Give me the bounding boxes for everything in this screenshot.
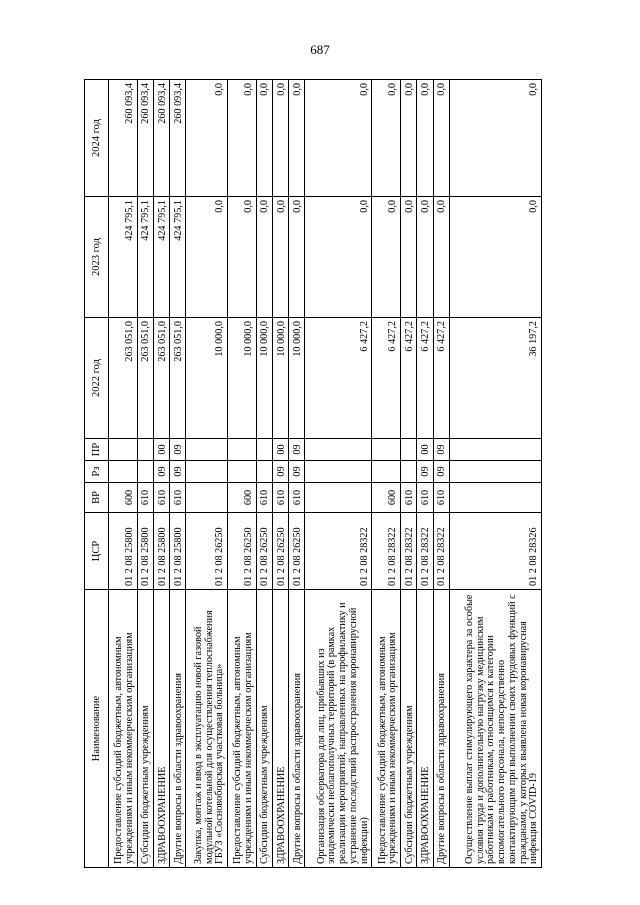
cell-2023: 0,0	[227, 197, 256, 318]
cell-2023: 424 795,1	[109, 197, 138, 318]
cell-2023: 0,0	[449, 197, 541, 318]
cell-2022: 6 427,2	[305, 318, 372, 439]
cell-2022: 10 000,0	[289, 318, 305, 439]
cell-pr	[305, 439, 372, 461]
table-row	[433, 80, 449, 868]
cell-2023: 0,0	[433, 197, 449, 318]
cell-name: Субсидии бюджетным учреждениям	[401, 590, 417, 868]
cell-2024: 0,0	[305, 80, 372, 197]
cell-name: Закупка, монтаж и ввод в эксплуатацию новой газовой модульной котельной для осуществления теплоснабжения ГБУЗ «Сосновоборская участковая больница»	[186, 590, 228, 868]
cell-vr: 600	[227, 483, 256, 513]
table-body	[109, 80, 542, 868]
header-2023: 2023 год	[85, 197, 109, 318]
cell-rz	[401, 461, 417, 483]
cell-2024: 0,0	[289, 80, 305, 197]
cell-csr: 01 2 08 26250	[256, 513, 272, 590]
cell-vr	[186, 483, 228, 513]
cell-2024: 0,0	[401, 80, 417, 197]
cell-2024: 0,0	[256, 80, 272, 197]
cell-name: Другие вопросы в области здравоохранения	[170, 590, 186, 868]
cell-name: Осуществление выплат стимулирующего характера за особые условия труда и дополнительную нагрузку медицинским работникам и работникам, относящимся к категории вспомогательного персонала, непосредственно контактирующим при выполнении своих трудовых функций с гражданами, у которых выявлена новая коронавирусная инфекция COVID-19	[449, 590, 541, 868]
cell-rz	[372, 461, 401, 483]
cell-2023: 0,0	[417, 197, 433, 318]
cell-2024: 0,0	[433, 80, 449, 197]
cell-rz	[449, 461, 541, 483]
cell-name: Субсидии бюджетным учреждениям	[137, 590, 153, 868]
cell-name: Субсидии бюджетным учреждениям	[256, 590, 272, 868]
cell-2023: 0,0	[256, 197, 272, 318]
cell-2022: 36 197,2	[449, 318, 541, 439]
header-rz: Рз	[85, 461, 109, 483]
cell-2024: 260 093,4	[109, 80, 138, 197]
cell-csr: 01 2 08 26250	[273, 513, 289, 590]
page-number: 687	[310, 42, 330, 57]
cell-pr: 09	[289, 439, 305, 461]
cell-pr: 00	[417, 439, 433, 461]
header-csr: ЦСР	[85, 513, 109, 590]
cell-name: Другие вопросы в области здравоохранения	[289, 590, 305, 868]
cell-rz	[186, 461, 228, 483]
cell-2024: 260 093,4	[137, 80, 153, 197]
cell-name: Предоставление субсидий бюджетным, автономным учреждениям и иным некоммерческим организациям	[372, 590, 401, 868]
cell-vr: 610	[273, 483, 289, 513]
cell-rz: 09	[433, 461, 449, 483]
cell-vr: 610	[170, 483, 186, 513]
cell-csr: 01 2 08 25800	[170, 513, 186, 590]
cell-rz	[305, 461, 372, 483]
cell-pr: 00	[154, 439, 170, 461]
cell-2023: 0,0	[186, 197, 228, 318]
table-row	[227, 80, 256, 868]
cell-2022: 263 051,0	[137, 318, 153, 439]
cell-csr: 01 2 08 26250	[289, 513, 305, 590]
cell-2023: 424 795,1	[137, 197, 153, 318]
cell-2024: 0,0	[227, 80, 256, 197]
cell-rz: 09	[289, 461, 305, 483]
header-pr: ПР	[85, 439, 109, 461]
cell-2024: 0,0	[417, 80, 433, 197]
budget-table	[84, 79, 542, 868]
cell-2024: 0,0	[273, 80, 289, 197]
cell-name: ЗДРАВООХРАНЕНИЕ	[417, 590, 433, 868]
cell-rz: 09	[170, 461, 186, 483]
header-2024: 2024 год	[85, 80, 109, 197]
cell-pr	[256, 439, 272, 461]
table-row	[109, 80, 138, 868]
table-row	[256, 80, 272, 868]
cell-2022: 6 427,2	[433, 318, 449, 439]
cell-vr: 610	[401, 483, 417, 513]
cell-vr: 600	[109, 483, 138, 513]
cell-rz	[256, 461, 272, 483]
cell-vr: 610	[417, 483, 433, 513]
cell-name: Предоставление субсидий бюджетным, автономным учреждениям и иным некоммерческим организациям	[109, 590, 138, 868]
cell-name: Другие вопросы в области здравоохранения	[433, 590, 449, 868]
cell-2022: 6 427,2	[401, 318, 417, 439]
table-row	[449, 80, 541, 868]
table-row	[154, 80, 170, 868]
cell-rz	[109, 461, 138, 483]
cell-2022: 263 051,0	[154, 318, 170, 439]
cell-2023: 0,0	[289, 197, 305, 318]
cell-name: Предоставление субсидий бюджетным, автономным учреждениям и иным некоммерческим организациям	[227, 590, 256, 868]
cell-2023: 424 795,1	[170, 197, 186, 318]
table-row	[137, 80, 153, 868]
cell-2023: 0,0	[273, 197, 289, 318]
cell-vr: 600	[372, 483, 401, 513]
cell-2024: 0,0	[186, 80, 228, 197]
cell-vr: 610	[256, 483, 272, 513]
table-row	[401, 80, 417, 868]
cell-pr	[109, 439, 138, 461]
table-row	[289, 80, 305, 868]
cell-vr	[449, 483, 541, 513]
cell-2022: 10 000,0	[273, 318, 289, 439]
cell-2022: 6 427,2	[417, 318, 433, 439]
cell-2023: 0,0	[305, 197, 372, 318]
table-row	[417, 80, 433, 868]
cell-pr: 09	[170, 439, 186, 461]
cell-2022: 263 051,0	[170, 318, 186, 439]
cell-rz: 09	[273, 461, 289, 483]
cell-pr	[372, 439, 401, 461]
table-row	[273, 80, 289, 868]
table-row	[305, 80, 372, 868]
cell-pr: 09	[433, 439, 449, 461]
cell-csr: 01 2 08 28322	[305, 513, 372, 590]
cell-2022: 10 000,0	[186, 318, 228, 439]
cell-vr: 610	[289, 483, 305, 513]
cell-pr	[401, 439, 417, 461]
cell-2024: 0,0	[372, 80, 401, 197]
cell-2022: 6 427,2	[372, 318, 401, 439]
table-header-row	[85, 80, 109, 868]
table-row	[186, 80, 228, 868]
header-2022: 2022 год	[85, 318, 109, 439]
cell-csr: 01 2 08 28326	[449, 513, 541, 590]
cell-vr: 610	[154, 483, 170, 513]
cell-vr: 610	[137, 483, 153, 513]
cell-rz: 09	[154, 461, 170, 483]
cell-pr	[186, 439, 228, 461]
table-row	[170, 80, 186, 868]
cell-pr	[449, 439, 541, 461]
cell-csr: 01 2 08 25800	[137, 513, 153, 590]
cell-csr: 01 2 08 25800	[109, 513, 138, 590]
cell-2024: 260 093,4	[154, 80, 170, 197]
cell-pr	[137, 439, 153, 461]
cell-2023: 0,0	[372, 197, 401, 318]
cell-2024: 0,0	[449, 80, 541, 197]
header-vr: ВР	[85, 483, 109, 513]
cell-csr: 01 2 08 28322	[401, 513, 417, 590]
cell-csr: 01 2 08 28322	[417, 513, 433, 590]
cell-csr: 01 2 08 28322	[433, 513, 449, 590]
cell-2022: 10 000,0	[256, 318, 272, 439]
cell-2022: 263 051,0	[109, 318, 138, 439]
cell-name: ЗДРАВООХРАНЕНИЕ	[154, 590, 170, 868]
cell-csr: 01 2 08 28322	[372, 513, 401, 590]
cell-vr	[305, 483, 372, 513]
cell-csr: 01 2 08 26250	[186, 513, 228, 590]
cell-rz	[137, 461, 153, 483]
cell-csr: 01 2 08 25800	[154, 513, 170, 590]
cell-pr	[227, 439, 256, 461]
cell-name: ЗДРАВООХРАНЕНИЕ	[273, 590, 289, 868]
rotated-table-container	[84, 80, 542, 868]
cell-2023: 424 795,1	[154, 197, 170, 318]
cell-2022: 10 000,0	[227, 318, 256, 439]
cell-rz	[227, 461, 256, 483]
cell-2023: 0,0	[401, 197, 417, 318]
table-row	[372, 80, 401, 868]
cell-pr: 00	[273, 439, 289, 461]
cell-rz: 09	[417, 461, 433, 483]
cell-vr: 610	[433, 483, 449, 513]
cell-2024: 260 093,4	[170, 80, 186, 197]
header-name: Наименование	[85, 590, 109, 868]
cell-name: Организация обсерватора для лиц, прибывших из эпидемически неблагополучных территорий (в рамках реализации мероприятий, направленных на профилактику и устранение последствий распространения коронавирусной инфекции)	[305, 590, 372, 868]
cell-csr: 01 2 08 26250	[227, 513, 256, 590]
